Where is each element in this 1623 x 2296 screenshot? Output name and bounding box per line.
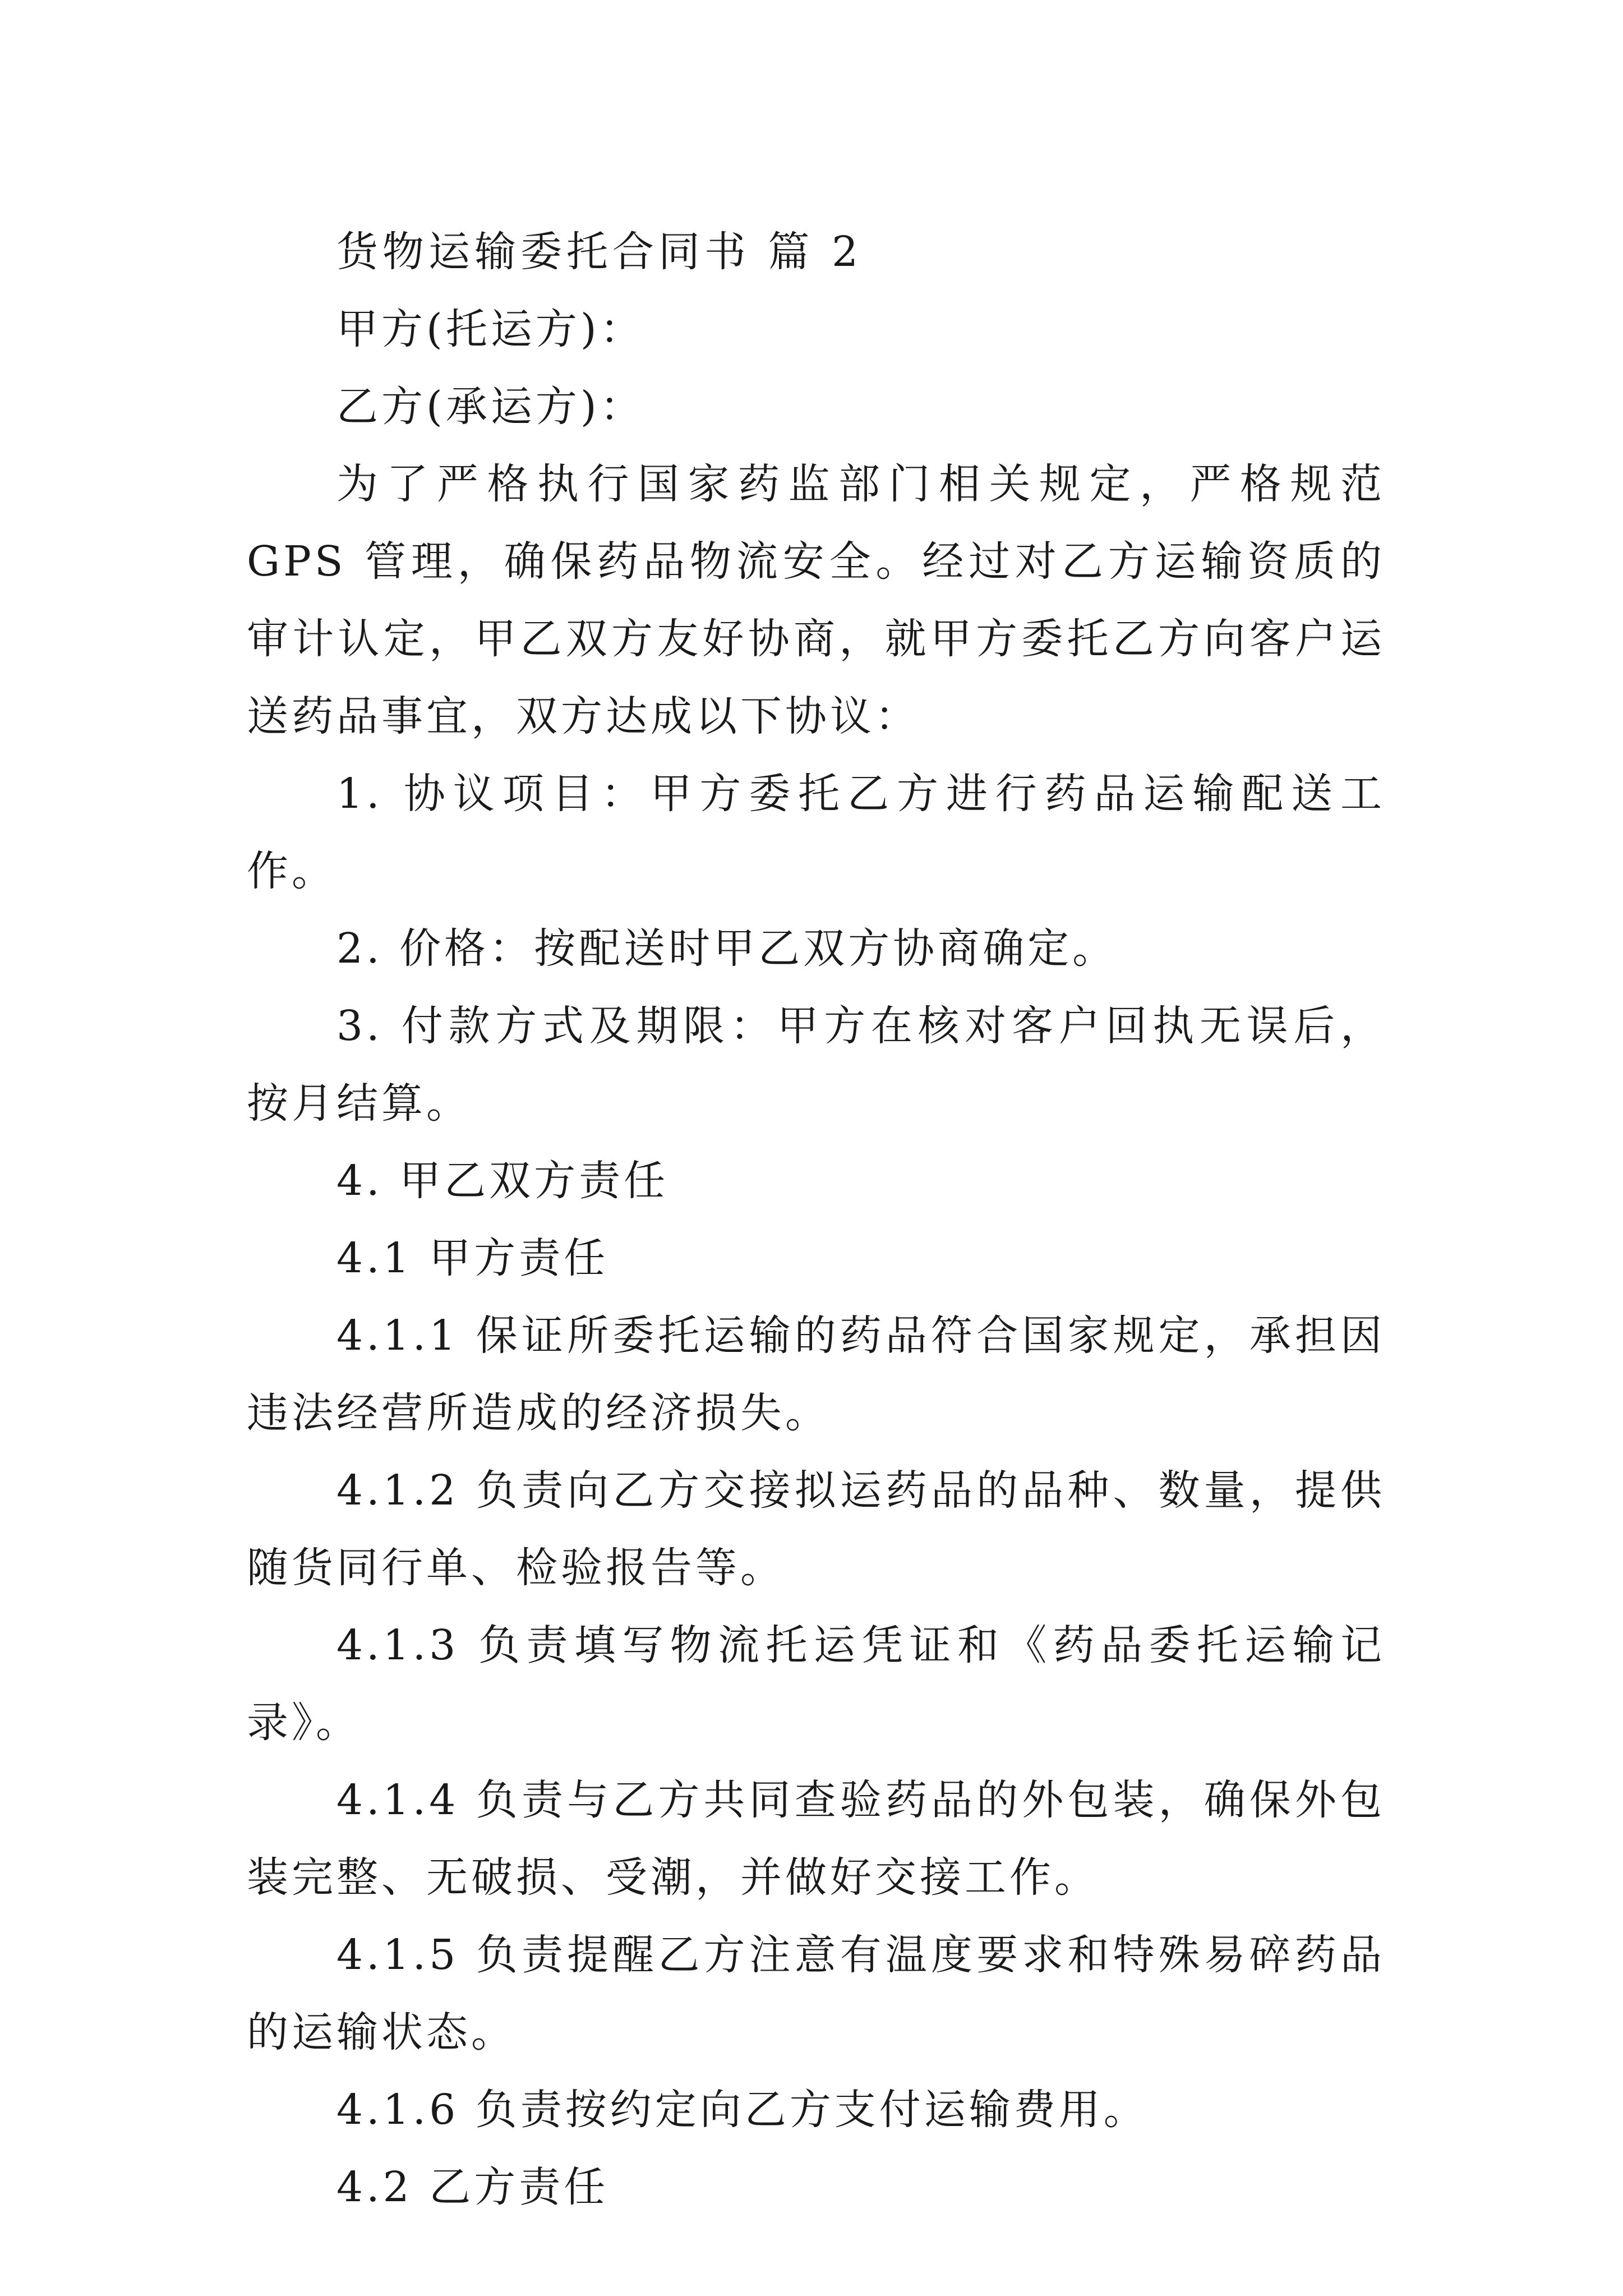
clause-4-1-6: 4.1.6 负责按约定向乙方支付运输费用。 bbox=[336, 2086, 1149, 2134]
document-body bbox=[247, 213, 1385, 2226]
clause-3: 3. 付款方式及期限：甲方在核对客户回执无误后，按月结算。 bbox=[247, 1002, 1385, 1128]
clause-4-1-1: 4.1.1 保证所委托运输的药品符合国家规定，承担因违法经营所造成的经济损失。 bbox=[247, 1312, 1385, 1437]
clause-1: 1. 协议项目：甲方委托乙方进行药品运输配送工作。 bbox=[247, 770, 1385, 895]
clause-4-1-2: 4.1.2 负责向乙方交接拟运药品的品种、数量，提供随货同行单、检验报告等。 bbox=[247, 1466, 1385, 1592]
clause-4-2-heading: 4.2 乙方责任 bbox=[336, 2163, 609, 2211]
clause-4-1-5: 4.1.5 负责提醒乙方注意有温度要求和特殊易碎药品的运输状态。 bbox=[247, 1931, 1385, 2056]
clause-4-1-heading: 4.1 甲方责任 bbox=[336, 1234, 609, 1282]
clause-4-heading: 4. 甲乙双方责任 bbox=[336, 1157, 669, 1205]
preamble-paragraph: 为了严格执行国家药监部门相关规定，严格规范 GPS 管理，确保药品物流安全。经过对乙方运输资质的审计认定，甲乙双方友好协商，就甲方委托乙方向客户运送药品事宜，双方达成以下协议： bbox=[247, 460, 1385, 740]
clause-2: 2. 价格：按配送时甲乙双方协商确定。 bbox=[336, 924, 1118, 973]
clause-4-1-3: 4.1.3 负责填写物流托运凭证和《药品委托运输记录》。 bbox=[247, 1621, 1385, 1747]
party-a-line: 甲方(托运方)： bbox=[336, 305, 645, 353]
clause-4-1-4: 4.1.4 负责与乙方共同查验药品的外包装，确保外包装完整、无破损、受潮，并做好交接工作。 bbox=[247, 1776, 1385, 1902]
party-b-line: 乙方(承运方)： bbox=[336, 383, 645, 431]
document-title: 货物运输委托合同书 篇 2 bbox=[336, 228, 863, 276]
